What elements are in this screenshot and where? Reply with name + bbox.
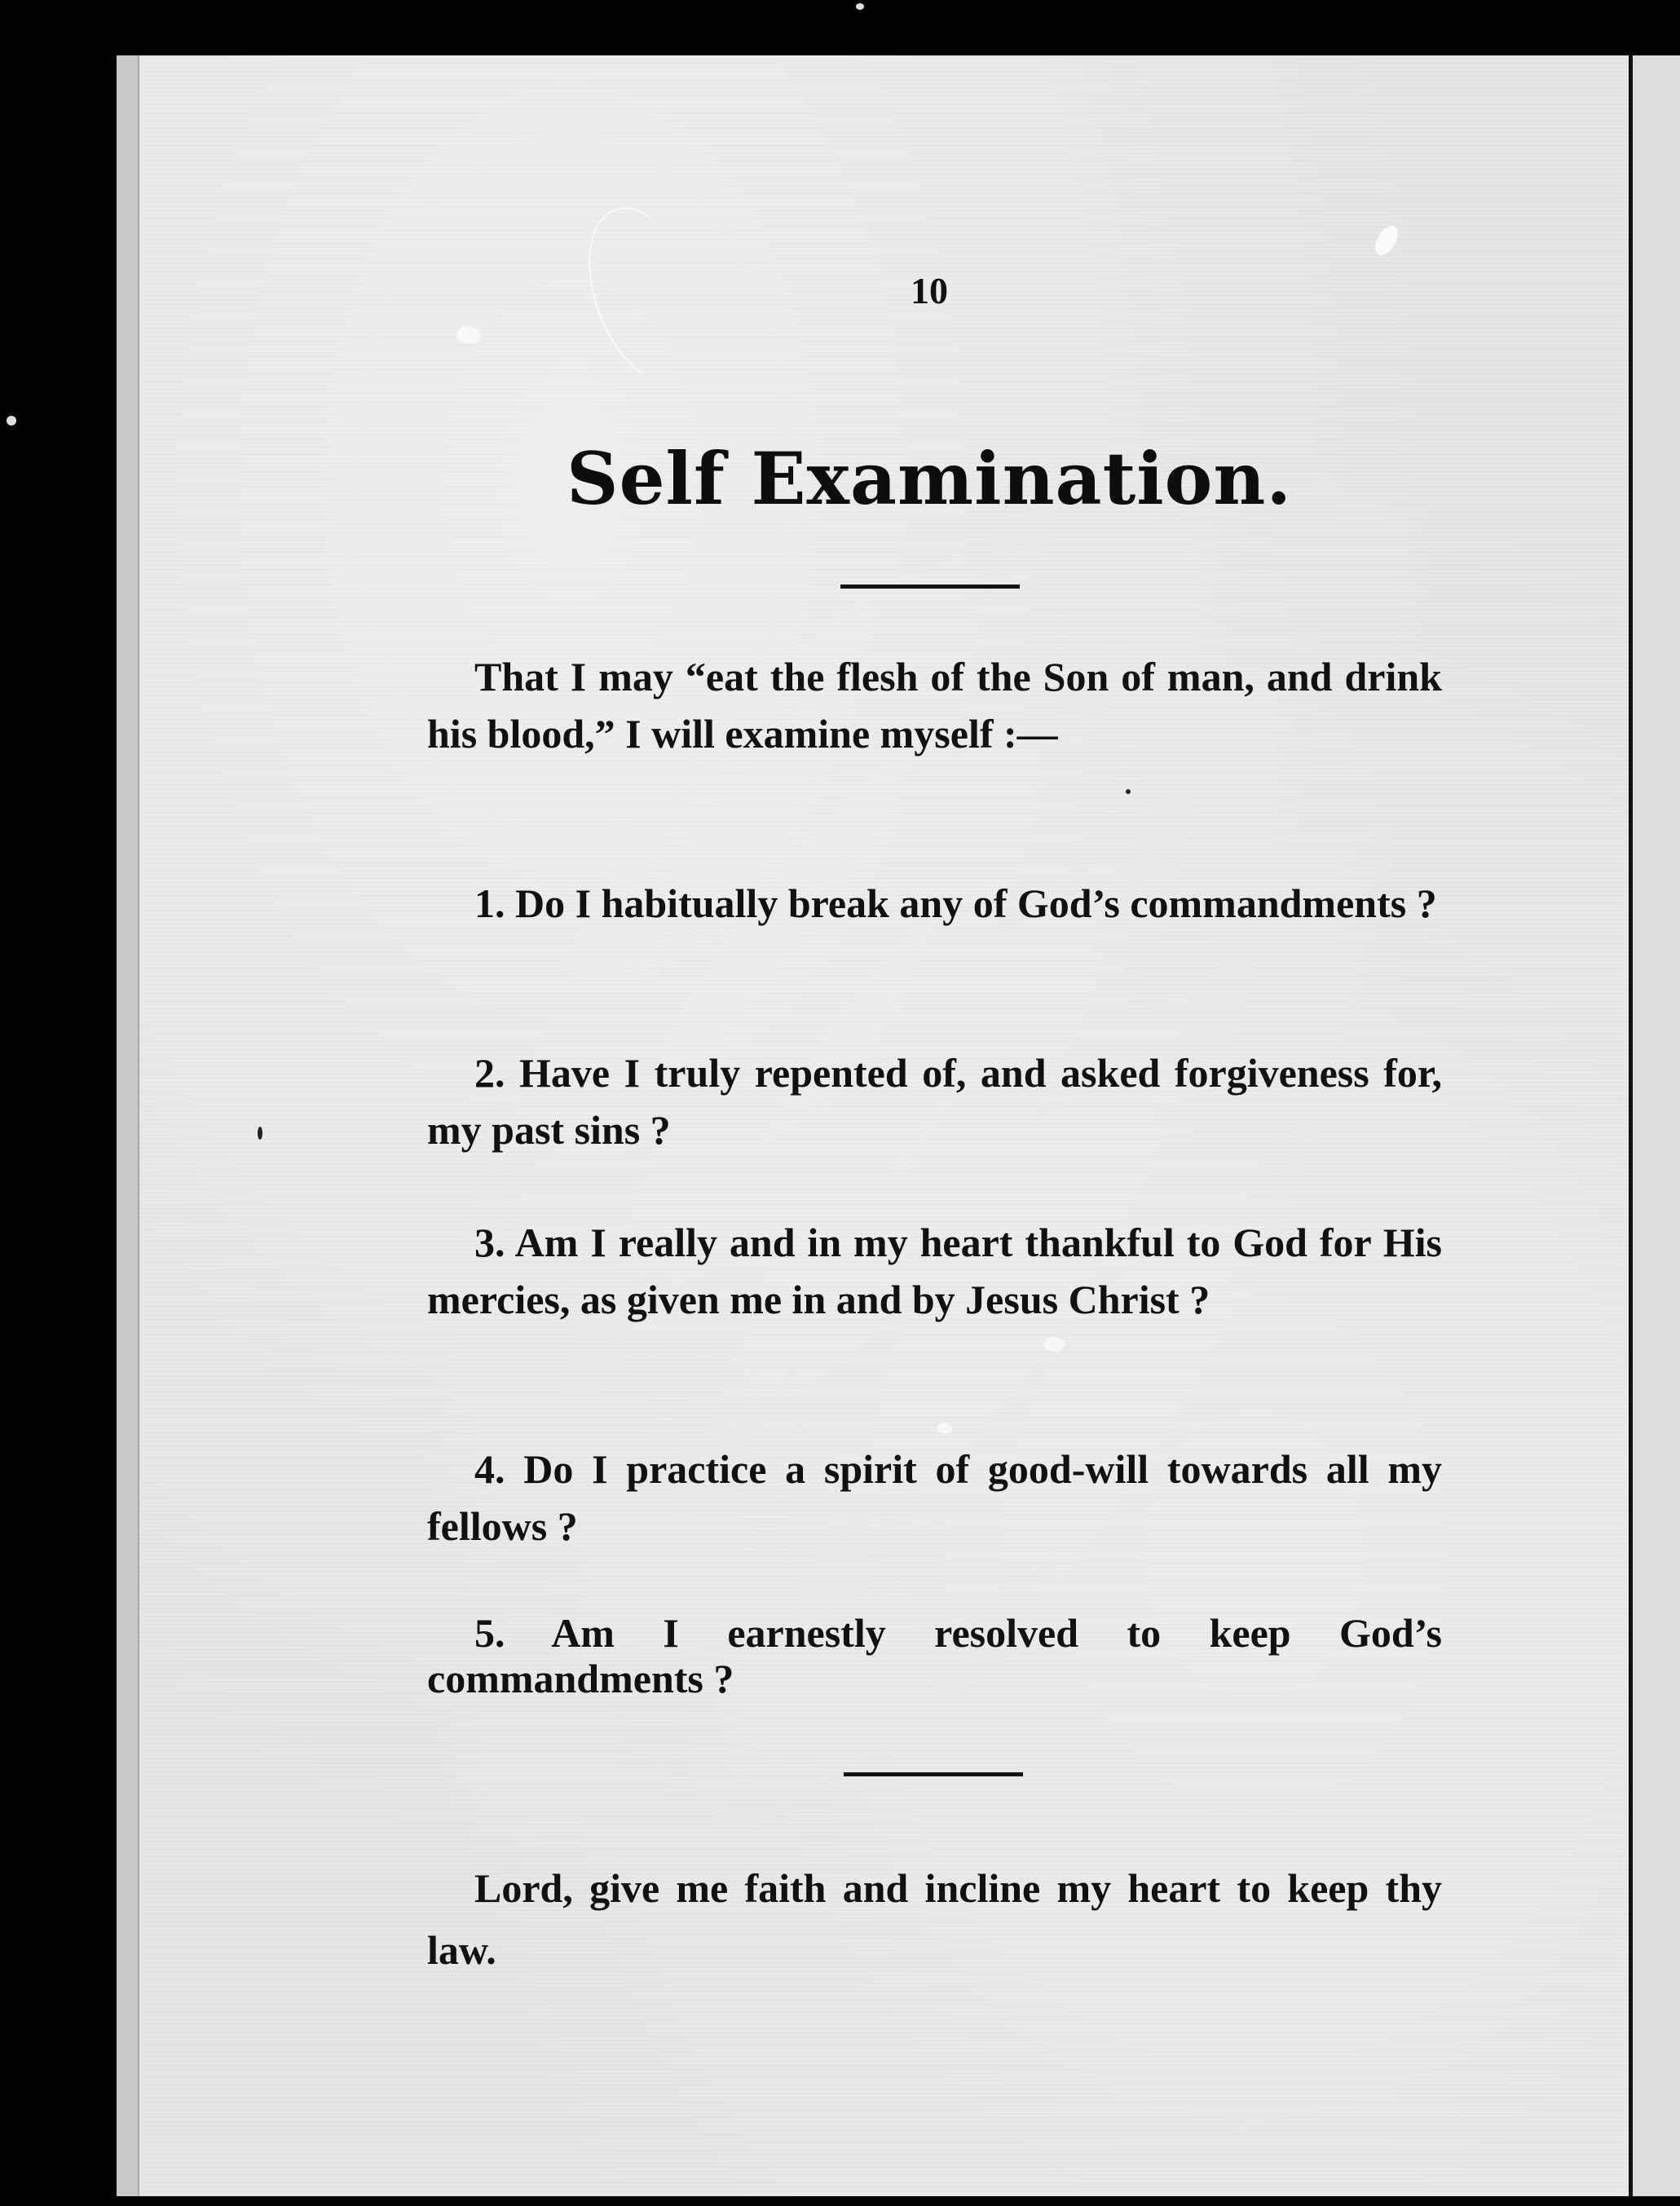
page-title: Self Examination. [567, 436, 1292, 521]
scan-dust [1126, 789, 1131, 794]
question-item: 4. Do I practice a spirit of good-will towards all my fellows ? [427, 1446, 1442, 1549]
scan-dust [856, 3, 864, 10]
question-item: 5. Am I earnestly resolved to keep God’s commandments ? [427, 1610, 1442, 1701]
scan-dust [7, 416, 16, 426]
prayer-paragraph: Lord, give me faith and incline my heart to keep thy law. [427, 1865, 1442, 1973]
right-page-edge [1633, 55, 1680, 2196]
page-number: 10 [911, 270, 948, 311]
scan-speck [937, 1423, 952, 1434]
scan-speck [456, 326, 481, 344]
question-item: 1. Do I habitually break any of God’s commandments ? [474, 880, 1437, 926]
closing-divider [844, 1772, 1023, 1776]
question-item: 2. Have I truly repented of, and asked forgiveness for, my past sins ? [427, 1050, 1442, 1153]
intro-paragraph: That I may “eat the flesh of the Son of man, and drink his blood,” I will examine myself :— [427, 654, 1442, 757]
scan-speck [1043, 1337, 1065, 1352]
question-item: 3. Am I really and in my heart thankful to God for His mercies, as given me in and by Jesus Christ ? [427, 1220, 1442, 1322]
left-gutter-edge [117, 55, 139, 2196]
scan-dust [258, 1127, 262, 1140]
title-divider [840, 585, 1020, 589]
